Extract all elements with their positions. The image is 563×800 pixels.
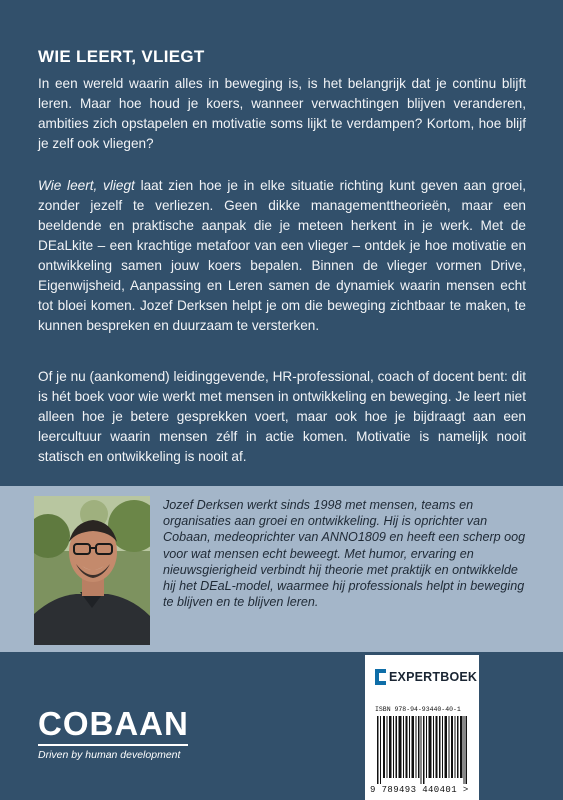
- logo-wordmark: COBAAN: [38, 705, 189, 742]
- description-paragraph: [38, 176, 526, 336]
- barcode-icon: [377, 716, 467, 784]
- author-portrait-image: [34, 496, 150, 645]
- publisher-logo: [375, 669, 477, 685]
- book-title: WIE LEERT, VLIEGT: [38, 47, 205, 66]
- logo-tagline: Driven by human development: [38, 749, 181, 761]
- intro-paragraph: In een wereld waarin alles in beweging is, is het belangrijk dat je continu blijft leren. Maar hoe houd je koers, wanneer verwachtingen blijven veranderen, ambities zich opstapelen en motivatie soms lijkt te verdampen? Kortom, hoe blijf je zelf ook vliegen?: [38, 76, 526, 151]
- barcode-number: 9 789493 440401 >: [370, 785, 469, 795]
- author-photo: [34, 496, 150, 645]
- publisher-bracket-icon: [375, 669, 386, 685]
- book-title-italic: Wie leert, vliegt: [38, 178, 135, 193]
- cobaan-logo: [38, 707, 189, 761]
- publisher-name: EXPERTBOEK: [389, 670, 478, 684]
- logo-divider: [38, 744, 188, 746]
- isbn-label: ISBN 978-94-93440-40-1: [375, 706, 461, 713]
- author-bio: Jozef Derksen werkt sinds 1998 met mensen, teams en organisaties aan groei en ontwikkeling. Hij is oprichter van Cobaan, medeoprichter van ANNO1809 en heeft een scherp oog voor wat mensen echt beweegt. Met humor, ervaring en nieuwsgierigheid verbindt hij theorie met praktijk en ontwikkelde hij het DEaL-model, waarmee hij professionals helpt in beweging te blijven en te blijven leren.: [163, 498, 526, 610]
- publisher-barcode-panel: [365, 655, 479, 800]
- description-text: laat zien hoe je in elke situatie richting kunt geven aan groei, zonder jezelf te verliezen. Geen dikke managementtheorieën, maar een beeldende en praktische aanpak die je meteen herkent in je werk. Met de DEaLkite – een krachtige metafoor van een vlieger – ontdek je hoe motivatie en ontwikkeling samen jouw koers bepalen. Binnen de vlieger vormen Drive, Eigenwijsheid, Aanpassing en Leren samen de dynamiek waarin mensen echt tot bloei komen. Jozef Derksen helpt je om die beweging zichtbaar te maken, te kunnen bespreken en duurzaam te versterken.: [38, 178, 526, 333]
- audience-paragraph: Of je nu (aankomend) leidinggevende, HR-professional, coach of docent bent: dit is hét boek voor wie werkt met mensen in ontwikkeling en beweging. Je leert niet alleen hoe je betere gesprekken voert, maar ook hoe je bijdraagt aan een leercultuur waarin mensen zélf in actie komen. Motivatie is namelijk nooit statisch en ontwikkeling is nooit af.: [38, 369, 526, 464]
